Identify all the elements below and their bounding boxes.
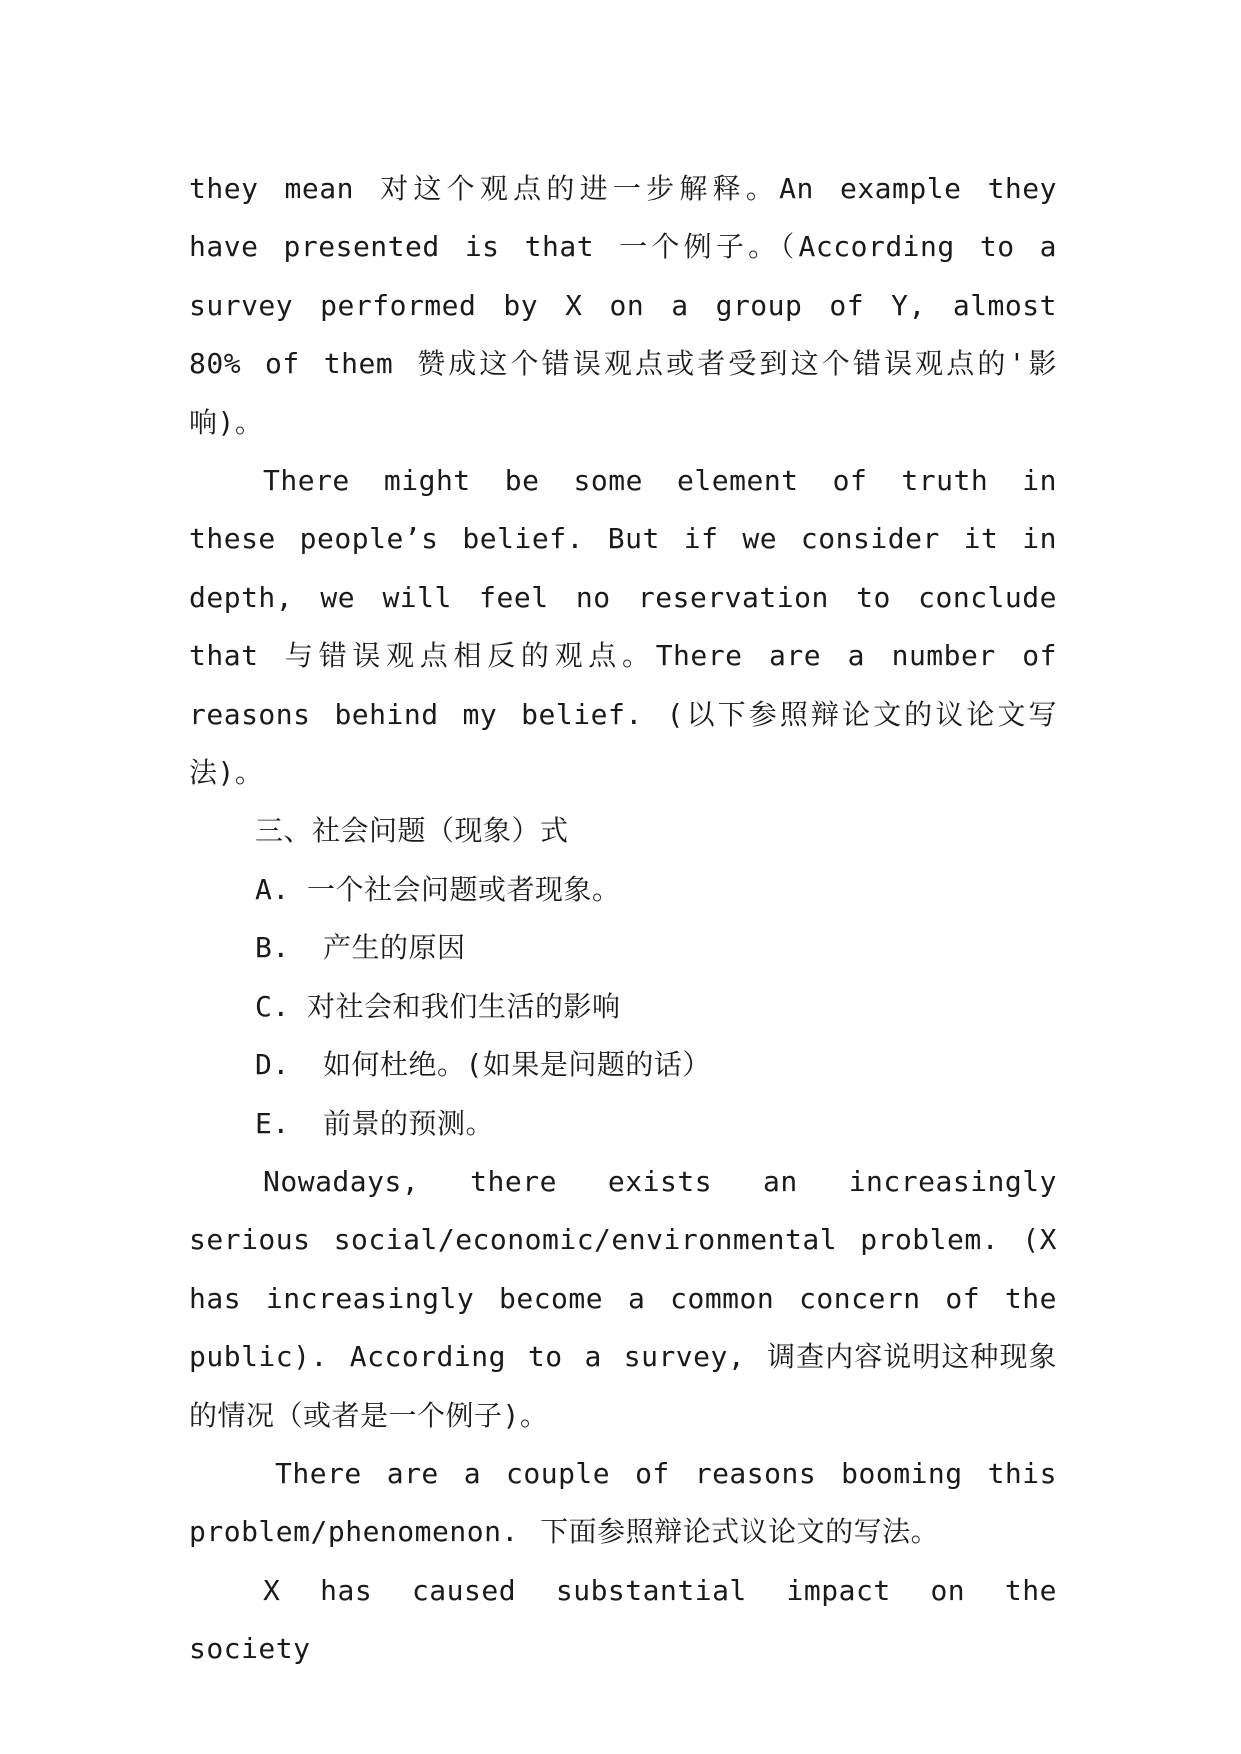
list-marker: D. (255, 1048, 290, 1082)
list-item (189, 978, 1057, 1036)
paragraph-explanation: they mean 对这个观点的进一步解释。An example they have presented is that 一个例子。（According to a survey performed by X on a group of Y, almost 80% of them 赞成这个错误观点或者受到这个错误观点的'影响)。 (189, 172, 1057, 439)
paragraph-reasons: There are a couple of reasons booming this problem/phenomenon. 下面参照辩论式议论文的写法。 (189, 1456, 1057, 1549)
list-item (189, 919, 1057, 977)
section-heading: 三、社会问题（现象）式 (255, 814, 569, 848)
list-marker: A. (255, 872, 290, 906)
paragraph-social-problem: Nowadays, there exists an increasingly serious social/economic/environmental problem. (X has increasingly become a common concern of the public). According to a survey, 调查内容说明这种现象的情况（或者是一个例子)。 (189, 1164, 1057, 1432)
list-item-text: 产生的原因 (323, 931, 466, 965)
list-item-text: 对社会和我们生活的影响 (307, 989, 621, 1023)
list-item (189, 861, 1057, 919)
list-marker: E. (255, 1106, 290, 1140)
list-item (189, 1095, 1057, 1153)
list-marker: C. (255, 989, 290, 1023)
list-item-text: 如何杜绝。(如果是问题的话） (323, 1048, 711, 1082)
list-item-text: 前景的预测。 (323, 1106, 495, 1140)
paragraph-rebuttal: There might be some element of truth in these people’s belief. But if we consider it in depth, we will feel no reservation to conclude that 与错误观点相反的观点。There are a number of reasons behind my belief. (以下参照辩论文的议论文写法)。 (189, 464, 1057, 790)
paragraph-impact: X has caused substantial impact on the society (189, 1573, 1057, 1666)
list-marker: B. (255, 931, 290, 965)
list-item (189, 1036, 1057, 1094)
list-item-text: 一个社会问题或者现象。 (307, 872, 621, 906)
document-body (189, 160, 1057, 1679)
